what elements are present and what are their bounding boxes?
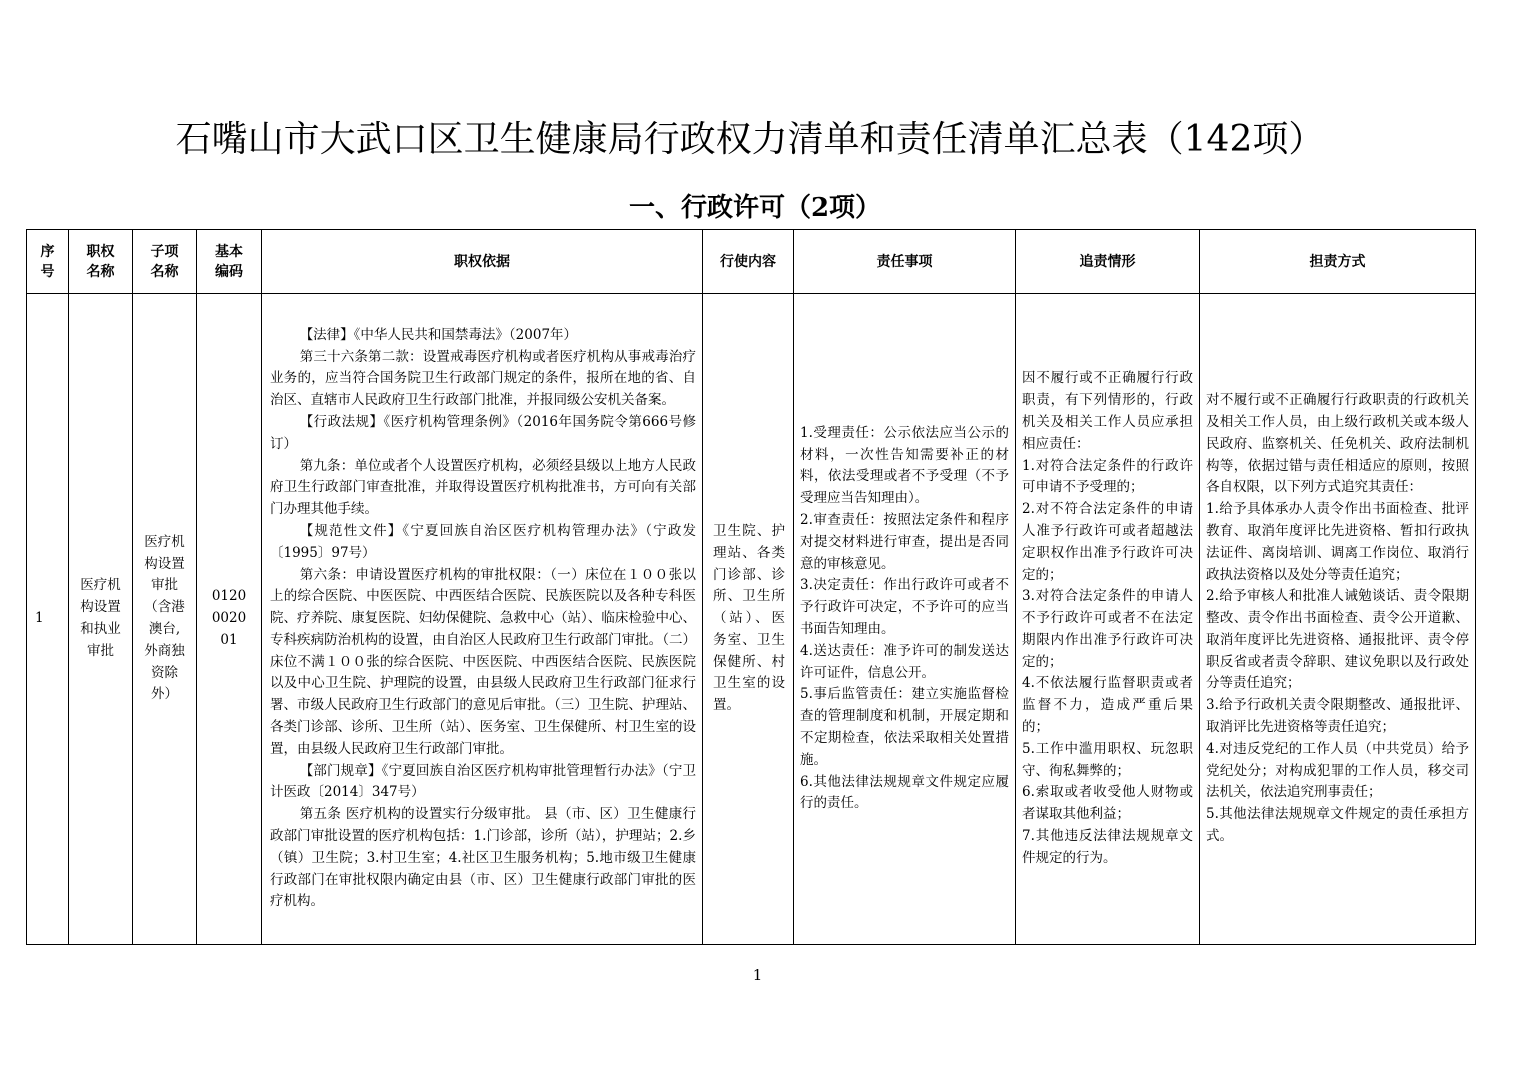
method-item: 1.给予具体承办人责令作出书面检查、批评教育、取消年度评比先进资格、暂扣行政执法证件、离岗培训、调离工作岗位、取消行政执法资格以及处分等责任追究； — [1206, 501, 1469, 583]
header-method: 担责方式 — [1200, 230, 1476, 294]
cell-code — [197, 294, 262, 945]
accountability-item: 2.对不符合法定条件的申请人准予行政许可或者超越法定职权作出准予行政许可决定的； — [1022, 501, 1193, 583]
header-accountability: 追责情形 — [1016, 230, 1200, 294]
document-title: 石嘴山市大武口区卫生健康局行政权力清单和责任清单汇总表（142项） — [175, 119, 1325, 160]
cell-seq: 1 — [27, 294, 69, 945]
accountability-list — [1016, 368, 1199, 869]
header-content: 行使内容 — [703, 230, 794, 294]
basis-paragraphs — [262, 325, 702, 914]
accountability-item: 因不履行或不正确履行行政职责，有下列情形的，行政机关及相关工作人员应承担相应责任： — [1022, 370, 1193, 452]
accountability-item: 1.对符合法定条件的行政许可申请不予受理的； — [1022, 457, 1193, 496]
accountability-item: 5.工作中滥用职权、玩忽职守、徇私舞弊的； — [1022, 740, 1193, 779]
basis-paragraph: 第六条：申请设置医疗机构的审批权限：（一）床位在１００张以上的综合医院、中医医院、中西医结合医院、民族医院以及各种专科医院、疗养院、康复医院、妇幼保健院、急救中心（站）、临床检验中心、专科疾病防治机构的设置，由自治区人民政府卫生行政部门审批。（二）床位不满１００张的综合医院、中医医院、中西医结合医院、民族医院以及中心卫生院、护理院的设置，由县级人民政府卫生行政部门征求行署、市级人民政府卫生行政部门的意见后审批。（三）卫生院、护理站、各类门诊部、诊所、卫生所（站）、医务室、卫生保健所、村卫生室的设置，由县级人民政府卫生行政部门审批。 — [270, 566, 696, 757]
header-basis: 职权依据 — [262, 230, 703, 294]
accountability-item: 4.不依法履行监督职责或者监督不力，造成严重后果的； — [1022, 675, 1193, 736]
power-name-text: 医疗机构设置和执业审批 — [80, 577, 121, 659]
basis-paragraph: 第三十六条第二款：设置戒毒医疗机构或者医疗机构从事戒毒治疗业务的，应当符合国务院卫生行政部门规定的条件，报所在地的省、自治区、直辖市人民政府卫生行政部门批准，并报同级公安机关备案。 — [270, 348, 696, 409]
method-item: 4.对违反党纪的工作人员（中共党员）给予党纪处分；对构成犯罪的工作人员，移交司法机关，依法追究刑事责任； — [1206, 740, 1469, 801]
header-seq: 序号 — [27, 230, 69, 294]
responsibility-item: 4.送达责任：准予许可的制发送达许可证件，信息公开。 — [800, 642, 1009, 681]
code-text: 0120002001 — [211, 588, 247, 648]
method-item: 对不履行或不正确履行行政职责的行政机关及相关工作人员，由上级行政机关或本级人民政府、监察机关、任免机关、政府法制机构等，依据过错与责任相适应的原则，按照各自权限，以下列方式追究其责任： — [1206, 392, 1469, 496]
responsibility-list — [794, 423, 1015, 815]
responsibility-item: 6.其他法律法规规章文件规定应履行的责任。 — [800, 773, 1009, 812]
header-sub-name: 子项名称 — [133, 230, 197, 294]
basis-paragraph: 【法律】《中华人民共和国禁毒法》（2007年） — [299, 326, 578, 343]
cell-method — [1200, 294, 1476, 945]
method-item: 2.给予审核人和批准人诫勉谈话、责令限期整改、责令作出书面检查、责令公开道歉、取消年度评比先进资格、通报批评、责令停职反省或者责令辞职、建议免职以及行政处分等责任追究； — [1206, 588, 1469, 692]
responsibility-item: 5.事后监管责任：建立实施监督检查的管理制度和机制，开展定期和不定期检查，依法采取相关处置措施。 — [800, 686, 1009, 768]
table-row — [27, 294, 1476, 945]
accountability-item: 3.对符合法定条件的申请人不予行政许可或者不在法定期限内作出准予行政许可决定的； — [1022, 588, 1193, 670]
basis-paragraph: 【部门规章】《宁夏回族自治区医疗机构审批管理暂行办法》（宁卫计医政〔2014〕347号） — [270, 762, 696, 801]
basis-paragraph: 第九条：单位或者个人设置医疗机构，必须经县级以上地方人民政府卫生行政部门审查批准，并取得设置医疗机构批准书，方可向有关部门办理其他手续。 — [270, 457, 696, 518]
responsibility-item: 1.受理责任：公示依法应当公示的材料，一次性告知需要补正的材料，依法受理或者不予受理（不予受理应当告知理由）。 — [800, 424, 1009, 507]
power-responsibility-table — [26, 229, 1476, 945]
method-item: 5.其他法律法规规章文件规定的责任承担方式。 — [1206, 806, 1469, 845]
responsibility-item: 3.决定责任：作出行政许可或者不予行政许可决定，不予许可的应当书面告知理由。 — [800, 577, 1009, 637]
cell-power-name — [69, 294, 133, 945]
basis-paragraph: 第五条 医疗机构的设置实行分级审批。 县（市、区）卫生健康行政部门审批设置的医疗机构包括：1.门诊部，诊所（站），护理站；2.乡（镇）卫生院；3.村卫生室；4.社区卫生服务机构；5.地市级卫生健康行政部门在审批权限内确定由县（市、区）卫生健康行政部门审批的医疗机构。 — [270, 806, 696, 910]
method-item: 3.给予行政机关责令限期整改、通报批评、取消评比先进资格等责任追究； — [1206, 697, 1469, 736]
sub-name-text: 医疗机构设置审批（含港澳台,外商独资除外） — [144, 533, 185, 703]
cell-content — [703, 294, 794, 945]
page-number: 1 — [752, 966, 763, 984]
cell-responsibility — [794, 294, 1016, 945]
basis-paragraph: 【规范性文件】《宁夏回族自治区医疗机构管理办法》（宁政发〔1995〕97号） — [270, 522, 696, 561]
section-title: 一、行政许可（2项） — [628, 193, 882, 223]
accountability-item: 7.其他违反法律法规规章文件规定的行为。 — [1022, 828, 1193, 866]
accountability-item: 6.索取或者收受他人财物或者谋取其他利益； — [1022, 784, 1193, 823]
method-list — [1200, 390, 1475, 848]
header-power-name: 职权名称 — [69, 230, 133, 294]
cell-basis — [262, 294, 703, 945]
cell-accountability — [1016, 294, 1200, 945]
basis-paragraph: 【行政法规】《医疗机构管理条例》（2016年国务院令第666号修订） — [270, 413, 696, 452]
responsibility-item: 2.审查责任：按照法定条件和程序对提交材料进行审查，提出是否同意的审核意见。 — [800, 512, 1009, 572]
header-code: 基本编码 — [197, 230, 262, 294]
content-text: 卫生院、护理站、各类门诊部、诊所、卫生所（站）、医务室、卫生保健所、村卫生室的设置。 — [713, 522, 785, 714]
header-responsibility: 责任事项 — [794, 230, 1016, 294]
table-header-row — [27, 230, 1476, 294]
cell-sub-name — [133, 294, 197, 945]
